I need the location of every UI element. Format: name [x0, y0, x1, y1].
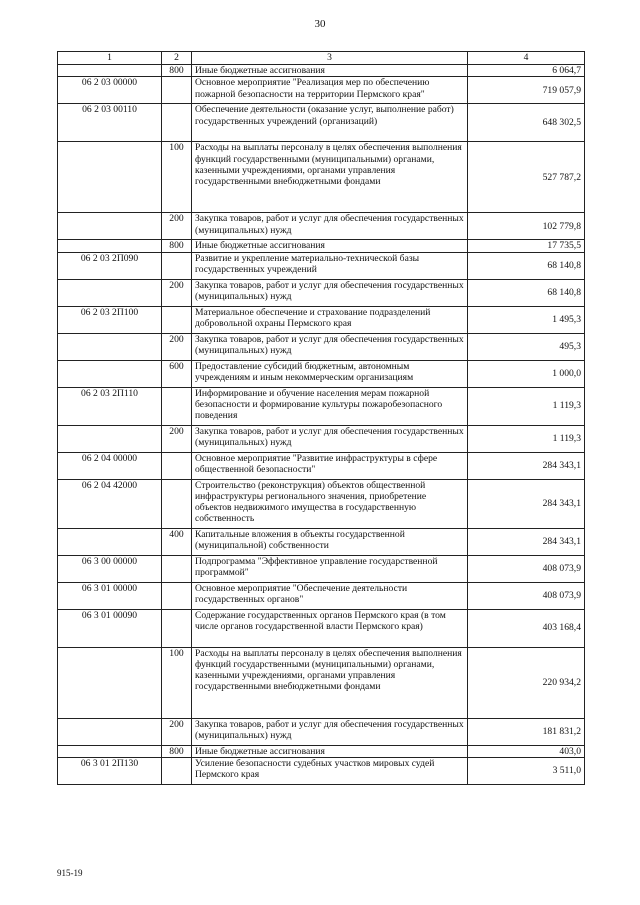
row-expense-type: 200 — [162, 213, 192, 240]
table-row — [58, 425, 585, 452]
row-amount: 6 064,7 — [468, 65, 585, 77]
row-name: Закупка товаров, работ и услуг для обеспечения государственных (муниципальных) нужд — [192, 213, 468, 240]
row-name: Закупка товаров, работ и услуг для обеспечения государственных (муниципальных) нужд — [192, 279, 468, 306]
row-name: Расходы на выплаты персоналу в целях обеспечения выполнения функций государственными (муниципальными) органами, казенными учреждениями, органами управления государственными внебюджетными фондами — [192, 142, 468, 213]
row-expense-type — [162, 252, 192, 279]
page-number: 30 — [314, 18, 326, 30]
row-code: 06 2 04 42000 — [58, 479, 162, 528]
row-amount: 1 495,3 — [468, 306, 585, 333]
row-code: 06 3 01 00000 — [58, 582, 162, 609]
row-code — [58, 213, 162, 240]
table-row — [58, 333, 585, 360]
row-amount: 68 140,8 — [468, 279, 585, 306]
table-header-row — [58, 52, 585, 65]
row-name: Подпрограмма "Эффективное управление государственной программой" — [192, 555, 468, 582]
row-code — [58, 240, 162, 252]
row-expense-type — [162, 452, 192, 479]
budget-table — [57, 51, 585, 785]
column-header-code: 1 — [58, 52, 162, 65]
row-amount: 408 073,9 — [468, 555, 585, 582]
table-row — [58, 718, 585, 745]
row-name: Расходы на выплаты персоналу в целях обеспечения выполнения функций государственными (муниципальными) органами, казенными учреждениями, органами управления государственными внебюджетными фондами — [192, 647, 468, 718]
table-row — [58, 279, 585, 306]
row-code — [58, 279, 162, 306]
row-expense-type: 100 — [162, 142, 192, 213]
row-amount: 495,3 — [468, 333, 585, 360]
row-amount: 648 302,5 — [468, 104, 585, 142]
table-row — [58, 609, 585, 647]
row-name: Иные бюджетные ассигнования — [192, 65, 468, 77]
row-name: Предоставление субсидий бюджетным, автономным учреждениям и иным некоммерческим организациям — [192, 360, 468, 387]
row-name: Основное мероприятие "Развитие инфраструктуры в сфере общественной безопасности" — [192, 452, 468, 479]
document-code: 915-19 — [57, 868, 83, 878]
row-name: Основное мероприятие "Реализация мер по обеспечению пожарной безопасности на территории Пермского края" — [192, 77, 468, 104]
row-expense-type: 200 — [162, 333, 192, 360]
table-row — [58, 360, 585, 387]
row-amount: 408 073,9 — [468, 582, 585, 609]
row-code: 06 2 03 2П110 — [58, 387, 162, 425]
row-expense-type: 100 — [162, 647, 192, 718]
table-row — [58, 555, 585, 582]
table-row — [58, 647, 585, 718]
row-code — [58, 360, 162, 387]
row-expense-type: 800 — [162, 240, 192, 252]
row-name: Развитие и укрепление материально-технической базы государственных учреждений — [192, 252, 468, 279]
row-amount: 68 140,8 — [468, 252, 585, 279]
row-expense-type — [162, 306, 192, 333]
row-name: Закупка товаров, работ и услуг для обеспечения государственных (муниципальных) нужд — [192, 718, 468, 745]
column-header-expense-type: 2 — [162, 52, 192, 65]
table-row — [58, 213, 585, 240]
table-row — [58, 387, 585, 425]
row-amount: 1 000,0 — [468, 360, 585, 387]
row-expense-type — [162, 555, 192, 582]
row-expense-type — [162, 104, 192, 142]
row-expense-type: 200 — [162, 718, 192, 745]
table-row — [58, 306, 585, 333]
row-amount: 284 343,1 — [468, 528, 585, 555]
row-name: Закупка товаров, работ и услуг для обеспечения государственных (муниципальных) нужд — [192, 425, 468, 452]
table-row — [58, 142, 585, 213]
row-amount: 403 168,4 — [468, 609, 585, 647]
row-code: 06 2 04 00000 — [58, 452, 162, 479]
table-row — [58, 582, 585, 609]
row-code: 06 3 01 00090 — [58, 609, 162, 647]
row-amount: 527 787,2 — [468, 142, 585, 213]
column-header-amount: 4 — [468, 52, 585, 65]
table-row — [58, 65, 585, 77]
row-code — [58, 647, 162, 718]
row-expense-type — [162, 582, 192, 609]
row-amount: 1 119,3 — [468, 425, 585, 452]
row-expense-type: 200 — [162, 425, 192, 452]
row-amount: 719 057,9 — [468, 77, 585, 104]
row-code: 06 2 03 2П090 — [58, 252, 162, 279]
table-row — [58, 757, 585, 784]
row-code — [58, 142, 162, 213]
row-expense-type: 800 — [162, 65, 192, 77]
row-code: 06 2 03 00000 — [58, 77, 162, 104]
row-expense-type: 800 — [162, 745, 192, 757]
table-row — [58, 240, 585, 252]
row-name: Капитальные вложения в объекты государственной (муниципальной) собственности — [192, 528, 468, 555]
row-amount: 220 934,2 — [468, 647, 585, 718]
row-code: 06 3 00 00000 — [58, 555, 162, 582]
row-expense-type — [162, 77, 192, 104]
row-amount: 181 831,2 — [468, 718, 585, 745]
row-amount: 1 119,3 — [468, 387, 585, 425]
row-expense-type — [162, 387, 192, 425]
row-amount: 3 511,0 — [468, 757, 585, 784]
table-row — [58, 745, 585, 757]
row-amount: 284 343,1 — [468, 452, 585, 479]
table-row — [58, 104, 585, 142]
row-name: Содержание государственных органов Пермского края (в том числе органов государственной власти Пермского края) — [192, 609, 468, 647]
row-code — [58, 528, 162, 555]
row-code — [58, 65, 162, 77]
row-name: Основное мероприятие "Обеспечение деятельности государственных органов" — [192, 582, 468, 609]
row-name: Закупка товаров, работ и услуг для обеспечения государственных (муниципальных) нужд — [192, 333, 468, 360]
row-expense-type: 400 — [162, 528, 192, 555]
table-row — [58, 252, 585, 279]
row-name: Обеспечение деятельности (оказание услуг, выполнение работ) государственных учреждений (организаций) — [192, 104, 468, 142]
row-code — [58, 718, 162, 745]
row-name: Информирование и обучение населения мерам пожарной безопасности и формирование культуры пожаробезопасного поведения — [192, 387, 468, 425]
row-expense-type: 200 — [162, 279, 192, 306]
table-row — [58, 528, 585, 555]
row-name: Строительство (реконструкция) объектов общественной инфраструктуры регионального значения, приобретение объектов недвижимого имущества в государственную собственность — [192, 479, 468, 528]
row-expense-type — [162, 757, 192, 784]
column-header-name: 3 — [192, 52, 468, 65]
row-code — [58, 333, 162, 360]
table-row — [58, 452, 585, 479]
row-amount: 403,0 — [468, 745, 585, 757]
row-expense-type — [162, 609, 192, 647]
table-row — [58, 77, 585, 104]
row-name: Иные бюджетные ассигнования — [192, 745, 468, 757]
row-code: 06 2 03 00110 — [58, 104, 162, 142]
row-name: Усиление безопасности судебных участков мировых судей Пермского края — [192, 757, 468, 784]
row-expense-type: 600 — [162, 360, 192, 387]
row-amount: 284 343,1 — [468, 479, 585, 528]
row-code — [58, 425, 162, 452]
row-code: 06 2 03 2П100 — [58, 306, 162, 333]
row-name: Иные бюджетные ассигнования — [192, 240, 468, 252]
table-row — [58, 479, 585, 528]
row-code: 06 3 01 2П130 — [58, 757, 162, 784]
row-name: Материальное обеспечение и страхование подразделений добровольной охраны Пермского края — [192, 306, 468, 333]
row-code — [58, 745, 162, 757]
row-amount: 17 735,5 — [468, 240, 585, 252]
row-expense-type — [162, 479, 192, 528]
row-amount: 102 779,8 — [468, 213, 585, 240]
